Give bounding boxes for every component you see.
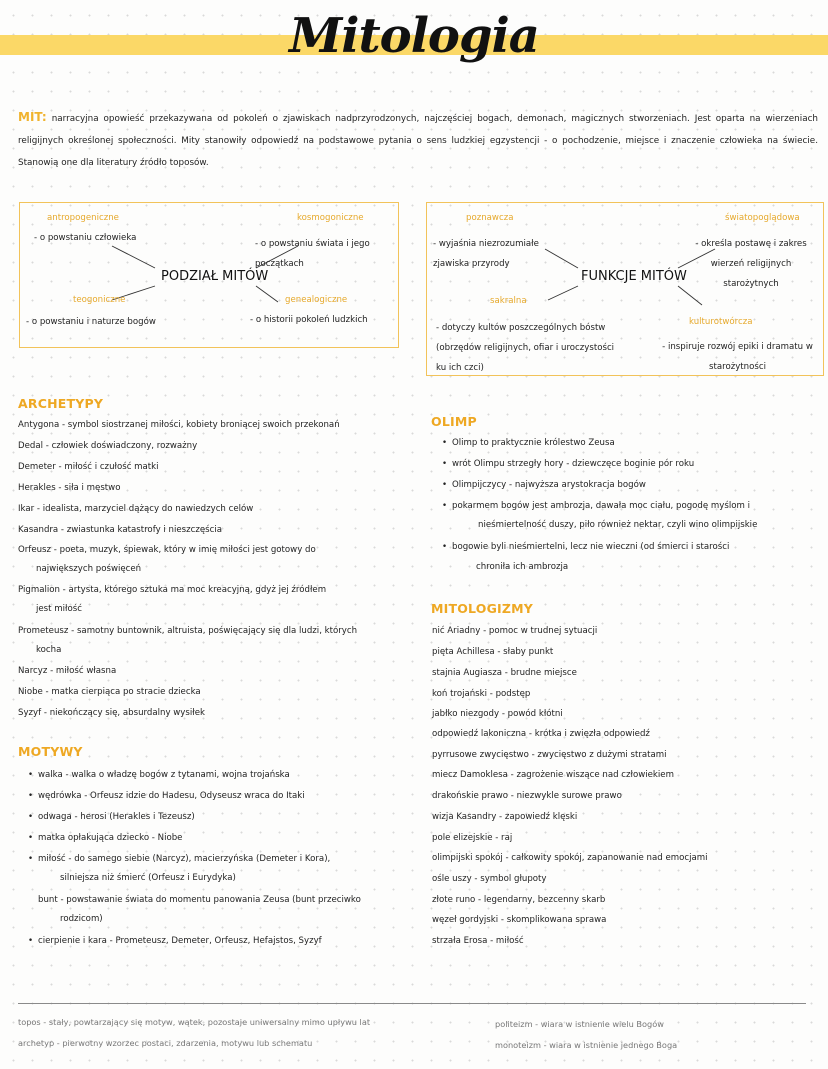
footer-definition: archetyp - pierwotny wzorzec postaci, zdarzenia, motywu lub schematu: [18, 1038, 313, 1048]
funkcje-label-1: poznawcza: [466, 213, 514, 223]
page-title: Mitologia: [289, 8, 539, 64]
motyw-item: • walka - walka o władzę bogów z tytanami, wojna trojańska: [38, 771, 290, 780]
mitologizm-item: węzeł gordyjski - skomplikowana sprawa: [432, 915, 607, 925]
archetyp-item: Dedal - człowiek doświadczony, rozważny: [18, 441, 198, 451]
mitologizm-item: złote runo - legendarny, bezcenny skarb: [432, 895, 606, 905]
podzial-text-3: - o powstaniu i naturze bogów: [26, 317, 156, 327]
mitologizm-item: pyrrusowe zwycięstwo - zwycięstwo z dużymi stratami: [432, 750, 667, 760]
footer-definition: politeizm - wiara w istnienie wielu Bogów: [495, 1019, 664, 1029]
olimp-item: • pokarmem bogów jest ambrozja, dawała moc ciału, pogodę myślom i: [452, 502, 750, 511]
archetyp-item: Niobe - matka cierpiąca po stracie dziecka: [18, 687, 201, 697]
funkcje-text-3: - dotyczy kultów poszczególnych bóstw (obrzędów religijnych, ofiar i uroczystości ku ich czci): [436, 323, 615, 373]
motyw-item: • miłość - do samego siebie (Narcyz), macierzyńska (Demeter i Kora),: [38, 855, 330, 864]
footer-divider: [18, 1003, 806, 1004]
funkcje-text-2: - określa postawę i zakres wierzeń religijnych starożytnych: [695, 239, 807, 289]
olimp-item: • Olimp to praktycznie królestwo Zeusa: [452, 439, 615, 448]
funkcje-text-1: - wyjaśnia niezrozumiałe zjawiska przyrody: [433, 239, 539, 269]
funkcje-text-4: - inspiruje rozwój epiki i dramatu w starożytności: [662, 342, 813, 372]
archetyp-item: Herakles - siła i męstwo: [18, 483, 121, 493]
intro-text: narracyjna opowieść przekazywana od pokoleń o zjawiskach nadprzyrodzonych, najczęściej bogach, demonach, magicznych stworzeniach. Jest oparta na wierzeniach religijnych określonej społeczności. Mity stanowiły odpowiedź na podstawowe pytania o sens ludzkiej egzystencji - o pochodzenie, miejsce i znaczenie człowieka na świecie. Stanowią one dla literatury źródło toposów.: [18, 114, 819, 168]
mitologizm-item: jabłko niezgody - powód kłótni: [432, 709, 563, 719]
motyw-item: • cierpienie i kara - Prometeusz, Demeter, Orfeusz, Hefajstos, Syzyf: [38, 937, 322, 946]
podzial-label-1: antropogeniczne: [47, 213, 119, 223]
mitologizm-item: strzała Erosa - miłość: [432, 936, 524, 946]
podzial-label-2: kosmogoniczne: [297, 213, 364, 223]
archetyp-item-cont: największych poświęceń: [36, 564, 142, 574]
podzial-label-3: teogoniczne: [73, 295, 126, 305]
olimp-item: • wrót Olimpu strzegły hory - dziewczęce boginie pór roku: [452, 460, 694, 469]
motyw-item-cont: rodzicom): [60, 914, 103, 924]
motyw-item: • odwaga - herosi (Herakles i Tezeusz): [38, 813, 195, 822]
olimp-heading: OLIMP: [431, 414, 477, 429]
motyw-item-cont: silniejsza niż śmierć (Orfeusz i Eurydyka): [60, 873, 236, 883]
archetyp-item: Antygona - symbol siostrzanej miłości, kobiety broniącej swoich przekonań: [18, 420, 340, 430]
podzial-label-4: genealogiczne: [285, 295, 348, 305]
podzial-text-4: - o historii pokoleń ludzkich: [250, 315, 368, 325]
archetypy-heading: ARCHETYPY: [18, 396, 104, 411]
archetyp-item: Narcyz - miłość własna: [18, 666, 117, 676]
motyw-item: • wędrówka - Orfeusz idzie do Hadesu, Odyseusz wraca do Itaki: [38, 792, 305, 801]
mitologizm-item: pole elizejskie - raj: [432, 833, 513, 843]
footer-definition: topos - stały, powtarzający się motyw, wątek, pozostaje uniwersalny mimo upływu lat: [18, 1017, 371, 1027]
archetyp-item: Demeter - miłość i czułość matki: [18, 462, 159, 472]
mitologizm-item: ośle uszy - symbol głupoty: [432, 874, 547, 884]
podzial-center: PODZIAŁ MITÓW: [161, 269, 269, 284]
mitologizm-item: stajnia Augiasza - brudne miejsce: [432, 668, 577, 678]
podzial-text-2: - o powstaniu świata i jego początkach: [255, 239, 370, 269]
podzial-text-1: - o powstaniu człowieka: [34, 233, 137, 243]
funkcje-label-2: światopoglądowa: [725, 213, 800, 223]
archetyp-item: Kasandra - zwiastunka katastrofy i nieszczęścia: [18, 525, 222, 535]
archetyp-item-cont: kocha: [36, 645, 62, 655]
olimp-item: • Olimpijczycy - najwyższa arystokracja bogów: [452, 481, 646, 490]
mitologizm-item: wizja Kasandry - zapowiedź klęski: [432, 812, 578, 822]
footer-definition: monoteizm - wiara w istnienie jednego Boga: [495, 1040, 678, 1050]
motyw-item: bunt - powstawanie świata do momentu panowania Zeusa (bunt przeciwko: [38, 895, 361, 905]
funkcje-label-4: kulturotwórcza: [689, 317, 753, 327]
motyw-item: • matka opłakująca dziecko - Niobe: [38, 834, 182, 843]
motywy-heading: MOTYWY: [18, 744, 83, 759]
mitologizm-item: nić Ariadny - pomoc w trudnej sytuacji: [432, 626, 598, 636]
archetyp-item-cont: jest miłość: [36, 604, 82, 614]
olimp-item-cont: chroniła ich ambrozja: [476, 562, 569, 572]
mitologizm-item: olimpijski spokój - całkowity spokój, zapanowanie nad emocjami: [432, 853, 708, 863]
mitologizm-item: miecz Damoklesa - zagrożenie wiszące nad człowiekiem: [432, 770, 674, 780]
mitologizmy-heading: MITOLOGIZMY: [431, 601, 534, 616]
intro-label: MIT:: [18, 110, 47, 124]
archetyp-item: Ikar - idealista, marzyciel dążący do nawiedzych celów: [18, 504, 254, 514]
archetyp-item: Prometeusz - samotny buntownik, altruista, poświęcający się dla ludzi, których: [18, 626, 358, 636]
mitologizm-item: koń trojański - podstęp: [432, 689, 531, 699]
archetyp-item: Orfeusz - poeta, muzyk, śpiewak, który w imię miłości jest gotowy do: [18, 545, 316, 555]
olimp-item-cont: nieśmiertelność duszy, piło również nektar, czyli wino olimpijskie: [478, 520, 758, 530]
funkcje-label-3: sakralna: [490, 296, 527, 306]
mitologizm-item: pięta Achillesa - słaby punkt: [432, 647, 554, 657]
archetyp-item: Syzyf - niekończący się, absurdalny wysiłek: [18, 708, 205, 718]
mitologizm-item: odpowiedź lakoniczna - krótka i zwięzła odpowiedź: [432, 729, 650, 739]
archetyp-item: Pigmalion - artysta, którego sztuka ma moc kreacyjną, gdyż jej źródłem: [18, 585, 327, 595]
funkcje-center: FUNKCJE MITÓW: [581, 269, 687, 284]
olimp-item: • bogowie byli nieśmiertelni, lecz nie wieczni (od śmierci i starości: [452, 543, 729, 552]
mitologizm-item: drakońskie prawo - niezwykle surowe prawo: [432, 791, 622, 801]
